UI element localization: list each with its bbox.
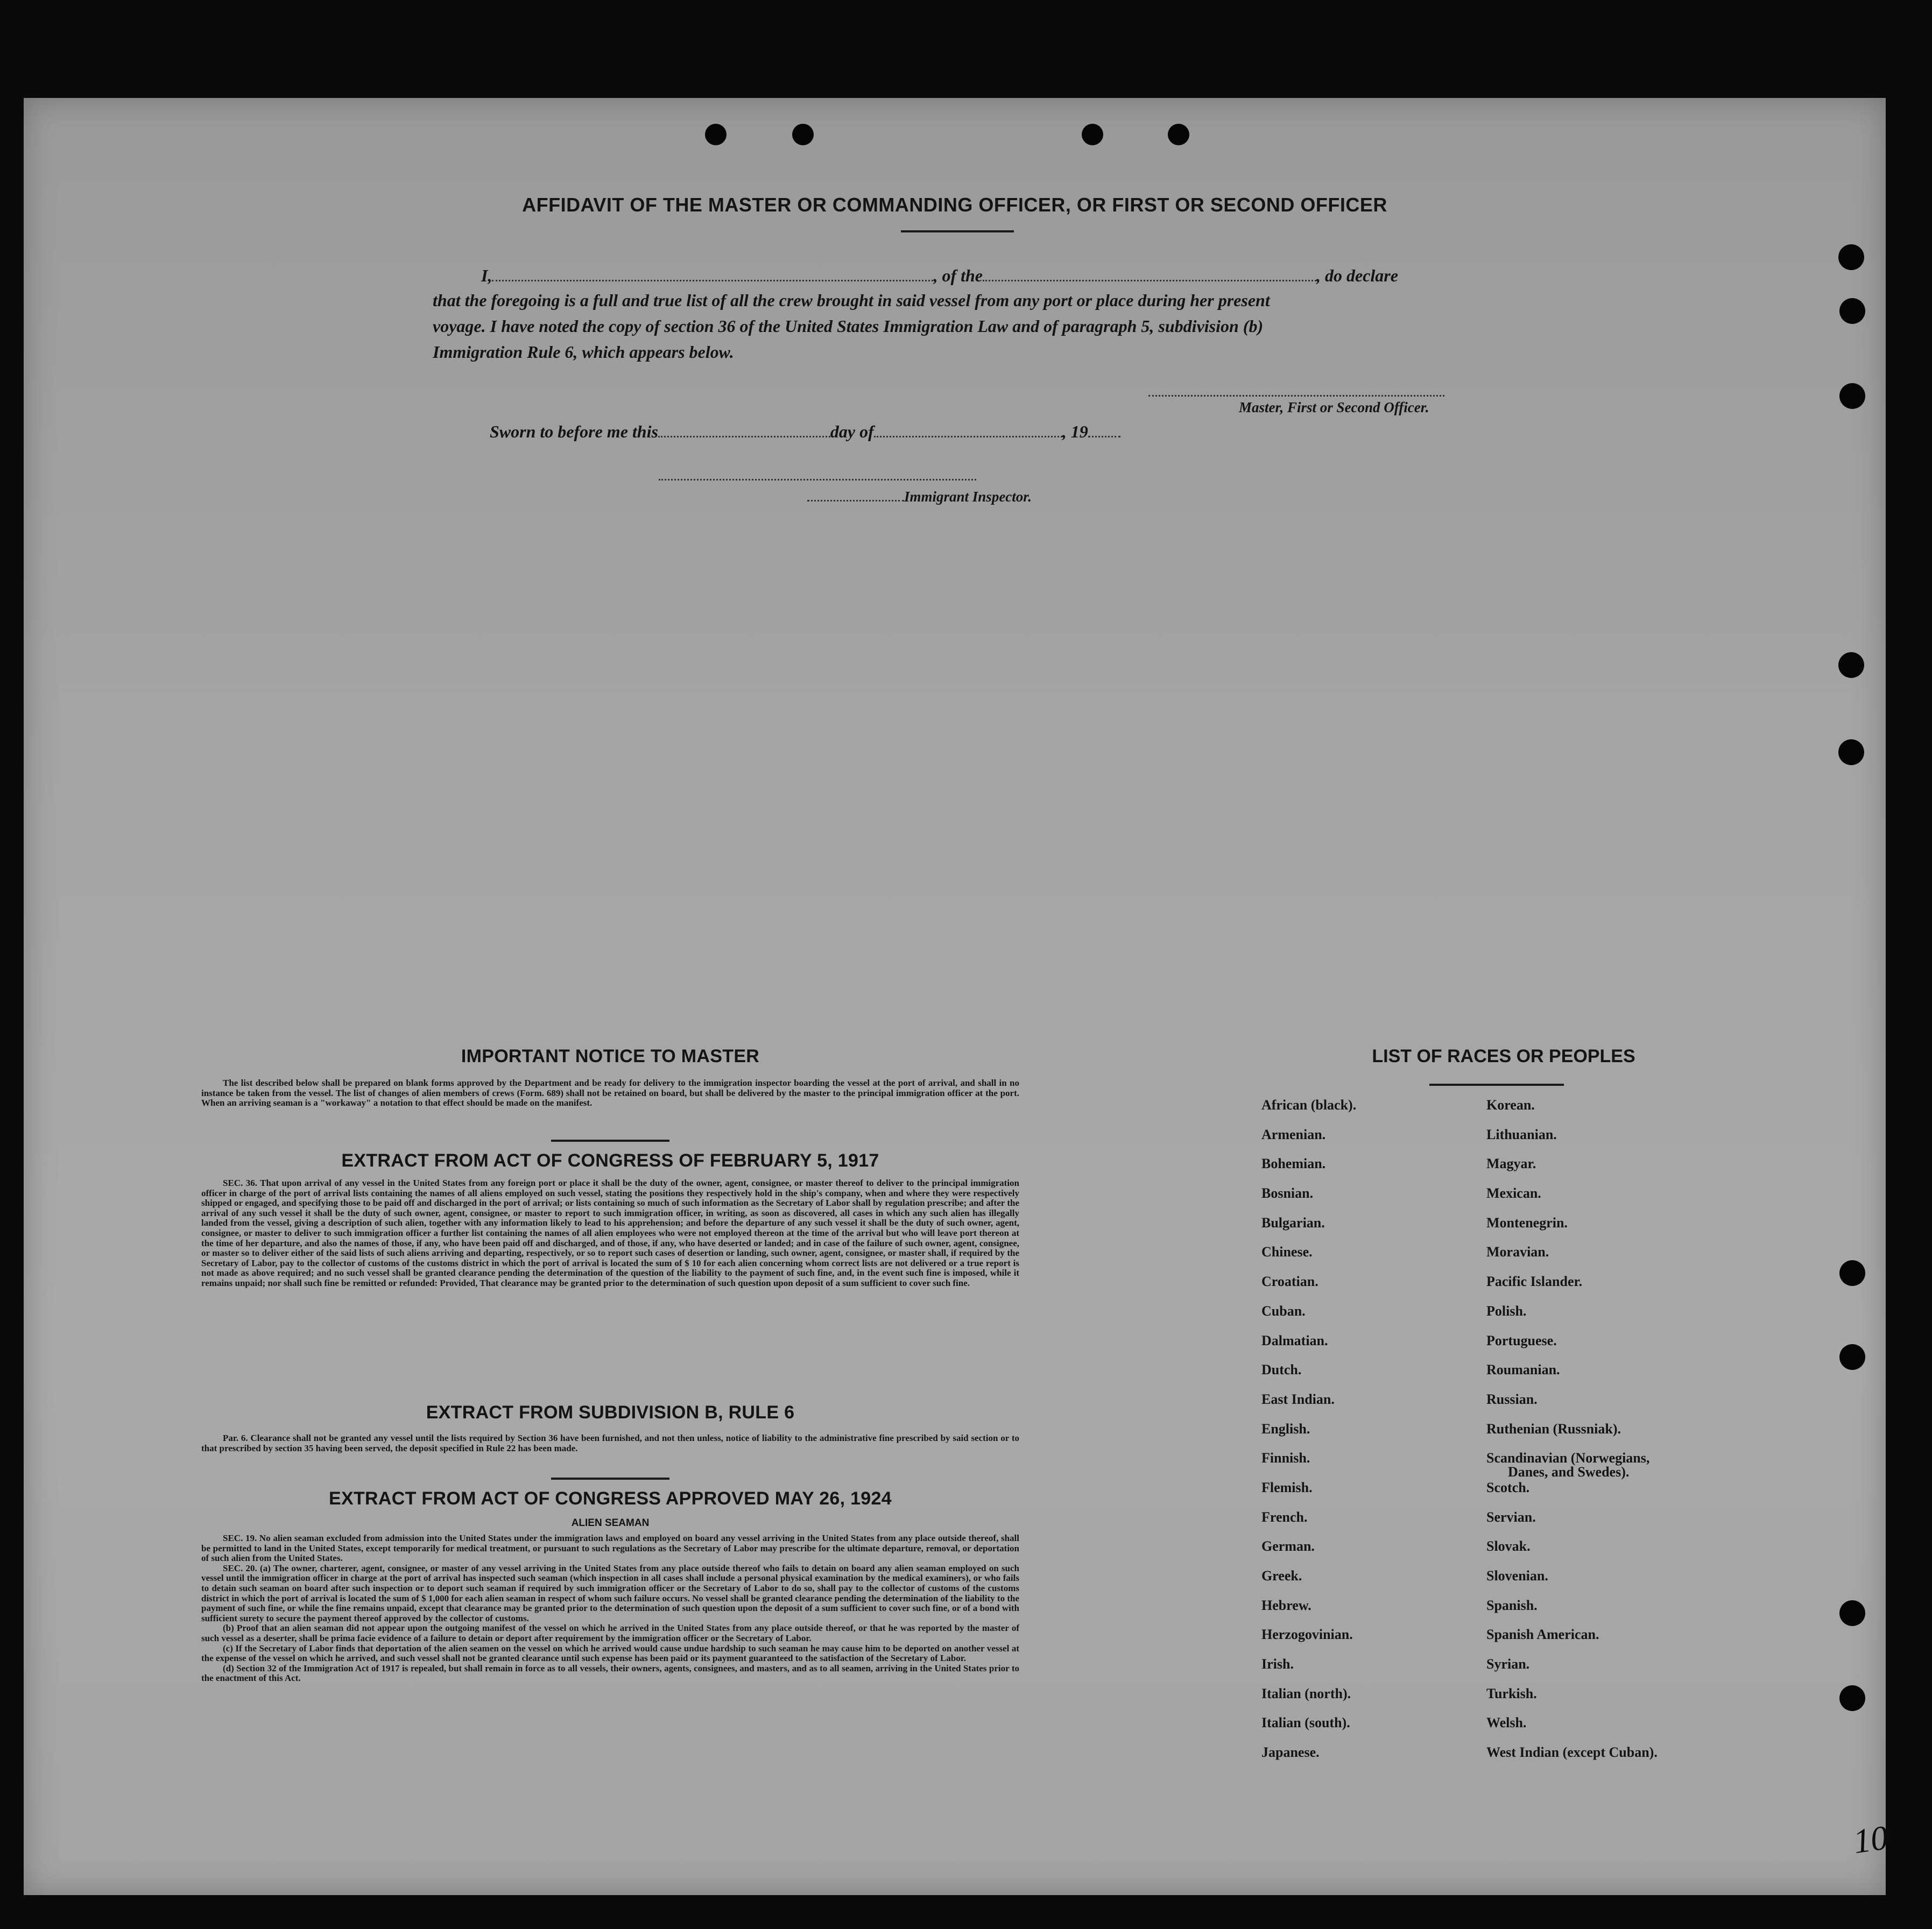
sworn-month-field[interactable] (874, 422, 1062, 437)
race-item: German. (1261, 1538, 1315, 1554)
extract-1924-subtitle: ALIEN SEAMAN (571, 1517, 650, 1529)
vessel-name-field[interactable] (983, 266, 1316, 281)
inspector-signature-field[interactable] (659, 465, 976, 481)
sec-20d: (d) Section 32 of the Immigration Act of 1917 is repealed, but shall remain in force as to all vessels, their owners, agents, consignees, and masters, and as to all seamen, arriving in the United States prior to the enactment of this Act. (201, 1663, 1019, 1684)
race-item: Hebrew. (1261, 1597, 1311, 1613)
punch-hole (705, 124, 727, 145)
punch-hole (1168, 124, 1189, 145)
race-item: Danes, and Swedes). (1508, 1464, 1630, 1480)
inspector-line (807, 489, 1032, 505)
race-item: Dalmatian. (1261, 1332, 1328, 1348)
race-item: Japanese. (1261, 1744, 1320, 1761)
affidavit-declaration-line (433, 266, 1509, 286)
race-item: Italian (south). (1261, 1715, 1350, 1731)
race-item: Ruthenian (Russniak). (1486, 1421, 1621, 1437)
race-item: Korean. (1486, 1097, 1535, 1113)
races-right-column (1486, 1098, 1658, 1775)
race-item: Cuban. (1261, 1303, 1306, 1319)
race-item: West Indian (except Cuban). (1486, 1744, 1658, 1761)
race-item: English. (1261, 1421, 1310, 1437)
punch-hole (1082, 124, 1103, 145)
declarant-name-field[interactable] (492, 266, 933, 281)
race-item: Russian. (1486, 1391, 1538, 1407)
race-item: East Indian. (1261, 1391, 1335, 1407)
sec-20c: (c) If the Secretary of Labor finds that deportation of the alien seamen on the vessel on which he arrived would cause undue hardship to such seaman he may cause him to be deported on another vessel at the expense of the vessel on which he arrived, and such vessel shall not be granted clearance until such expense has been paid or its payment guaranteed to the satisfaction of the Secretary of Labor. (201, 1643, 1019, 1664)
sworn-year-field[interactable] (1088, 422, 1120, 437)
extract-1924-title: EXTRACT FROM ACT OF CONGRESS APPROVED MAY 26, 1924 (329, 1488, 892, 1509)
race-item: Spanish. (1486, 1597, 1538, 1613)
race-item: Magyar. (1486, 1156, 1536, 1172)
vessel-prefix: , of the (933, 266, 983, 285)
race-item: Flemish. (1261, 1479, 1313, 1495)
sworn-prefix: Sworn to before me this (490, 422, 658, 441)
affidavit-line-4: Immigration Rule 6, which appears below. (433, 342, 734, 362)
affidavit-line-3: voyage. I have noted the copy of section 36 of the United States Immigration Law and of paragraph 5, subdivision (b) (433, 316, 1264, 336)
extract-1917-title: EXTRACT FROM ACT OF CONGRESS OF FEBRUARY 5, 1917 (341, 1150, 879, 1171)
punch-hole (1838, 652, 1864, 678)
race-item: Finnish. (1261, 1450, 1310, 1466)
race-item: Greek. (1261, 1568, 1302, 1584)
punch-hole (1839, 298, 1865, 324)
race-item: Herzogovinian. (1261, 1627, 1353, 1643)
title-divider (1429, 1084, 1564, 1086)
sworn-month-prefix: day of (830, 422, 874, 441)
race-item: Slovak. (1486, 1538, 1531, 1554)
master-signature-field[interactable] (1148, 381, 1444, 397)
affidavit-line-2: that the foregoing is a full and true list of all the crew brought in said vessel from any port or place during her present (433, 291, 1270, 310)
punch-hole (1838, 244, 1864, 270)
race-item: Montenegrin. (1486, 1214, 1568, 1231)
declarant-prefix: I, (481, 266, 492, 285)
race-item: African (black). (1261, 1097, 1357, 1113)
races-left-column (1261, 1098, 1356, 1775)
race-item: Scotch. (1486, 1479, 1530, 1495)
sec-19: SEC. 19. No alien seaman excluded from admission into the United States under the immigration laws and employed on board any vessel arriving in the United States from any place outside thereof, shall be permitted to land in the United States, except temporarily for medical treatment, or pursuant to such regulations as the Secretary of Labor may prescribe for the ultimate departure, removal, or deportation of such alien from the United States. (201, 1533, 1019, 1564)
punch-hole (1839, 383, 1865, 409)
affidavit-title: AFFIDAVIT OF THE MASTER OR COMMANDING OFFICER, OR FIRST OR SECOND OFFICER (522, 194, 1387, 216)
handwritten-page-number: 10 (1851, 1818, 1891, 1861)
notice-title: IMPORTANT NOTICE TO MASTER (461, 1046, 760, 1066)
race-item: Chinese. (1261, 1244, 1313, 1260)
extract-1924-body (201, 1534, 1019, 1684)
races-title: LIST OF RACES OR PEOPLES (1372, 1046, 1635, 1066)
inspector-label: Immigrant Inspector. (904, 489, 1032, 505)
punch-hole (1839, 1685, 1865, 1711)
race-item: Roumanian. (1486, 1362, 1560, 1378)
race-item: Servian. (1486, 1509, 1536, 1525)
extract-rule6-title: EXTRACT FROM SUBDIVISION B, RULE 6 (426, 1402, 795, 1423)
race-item: Bohemian. (1261, 1156, 1326, 1172)
race-item: French. (1261, 1509, 1308, 1525)
sworn-day-field[interactable] (658, 422, 830, 437)
sworn-year-prefix: , 19 (1062, 422, 1088, 441)
race-item: Dutch. (1261, 1362, 1302, 1378)
sec-20a: SEC. 20. (a) The owner, charterer, agent, consignee, or master of any vessel arriving in the United States from any place outside thereof who fails to detain on board any alien seaman employed on such vessel until the immigration officer in charge at the port of arrival has inspected such seaman (which inspection in all cases shall include a personal physical examination by the medical examiners), or who fails to detain such seaman on board after such inspection or to deport such seaman if required by such immigration officer or the Secretary of Labor to do so, shall pay to the collector of customs of the customs district in which the port of arrival is located the sum of $ 1,000 for each alien seaman in respect of whom such failure occurs. No vessel shall be granted clearance pending the determination of the liability to the payment of such fine, or while the fine remains unpaid, except that clearance may be granted prior to the determination of such question upon the deposit of a sum sufficient to cover such fine, or of a bond with sufficient surety to secure the payment thereof approved by the collector of customs. (201, 1563, 1019, 1623)
race-item: Portuguese. (1486, 1332, 1557, 1348)
race-item: Lithuanian. (1486, 1126, 1557, 1142)
race-item: Bulgarian. (1261, 1214, 1325, 1231)
declare-suffix: , do declare (1316, 266, 1398, 285)
race-item: Welsh. (1486, 1715, 1527, 1731)
notice-body: The list described below shall be prepared on blank forms approved by the Department and be ready for delivery to the immigration inspector boarding the vessel at the port of arrival, and shall in no instance be taken from the vessel. The list of changes of alien members of crews (Form. 689) shall not be retained on board, but shall be delivered by the master to the principal immigration officer at the port. When an arriving seaman is a "workaway" a notation to that effect should be made on the manifest. (201, 1078, 1019, 1108)
race-item: Irish. (1261, 1656, 1294, 1672)
extract-1917-body: SEC. 36. That upon arrival of any vessel in the United States from any foreign port or place it shall be the duty of the owner, agent, consignee, or master thereof to deliver to the principal immigration officer in charge of the port of arrival lists containing the names of all aliens employed on such vessel, stating the positions they respectively hold in the ship's company, when and where they were respectively shipped or engaged, and specifying those to be paid off and discharged in the port of arrival; or lists containing so much of such information as the Secretary of Labor shall by regulation prescribe; and after the arrival of any such vessel it shall be the duty of such owner, agent, consignee, or master to report to such immigration officer, in writing, as soon as discovered, all cases in which any such alien has illegally landed from the vessel, giving a description of such alien, together with any information likely to lead to his apprehension; and before the departure of any such vessel it shall be the duty of such owner, agent, consignee, or master to deliver to such immigration officer a further list containing the names of all alien employees who were not employed thereon at the time of the arrival but who will leave port thereon at the time of her departure, and also the names of those, if any, who have been paid off and discharged, and of those, if any, who have deserted or landed; and in case of the failure of such owner, agent, consignee, or master so to deliver either of the said lists of such aliens arriving and departing, respectively, or so to report such cases of desertion or landing, such owner, agent, consignee, or master shall, if required by the Secretary of Labor, pay to the collector of customs of the customs district in which the port of arrival is located the sum of $ 10 for each alien concerning whom correct lists are not delivered or a true report is not made as above required; and no such vessel shall be granted clearance pending the determination of the question of the liability to the payment of such fine, and, in the event such fine is imposed, while it remains unpaid; nor shall such fine be remitted or refunded: Provided, That clearance may be granted prior to the determination of such question upon deposit of a sum sufficient to cover such fine. (201, 1178, 1019, 1288)
punch-hole (1839, 1600, 1865, 1626)
race-item: Moravian. (1486, 1244, 1549, 1260)
race-item: Bosnian. (1261, 1185, 1314, 1202)
sec-20b: (b) Proof that an alien seaman did not appear upon the outgoing manifest of the vessel on which he arrived in the United States from any place outside thereof, or that he was reported by the master of such vessel as a deserter, shall be prima facie evidence of a failure to detain or deport after requirement by the immigration officer or the Secretary of Labor. (201, 1623, 1019, 1643)
section-divider (551, 1478, 669, 1480)
punch-hole (1839, 1344, 1865, 1370)
race-item: Syrian. (1486, 1656, 1530, 1672)
race-item: Croatian. (1261, 1274, 1318, 1290)
race-item: Armenian. (1261, 1126, 1326, 1142)
master-signature-label: Master, First or Second Officer. (1239, 399, 1429, 415)
race-item: Turkish. (1486, 1685, 1537, 1701)
extract-rule6-body: Par. 6. Clearance shall not be granted any vessel until the lists required by Section 36 have been furnished, and not then unless, notice of liability to the administrative fine prescribed by said section or to that prescribed by section 35 having been served, the deposit specified in Rule 22 has been made. (201, 1433, 1019, 1453)
race-item: Polish. (1486, 1303, 1527, 1319)
race-item: Slovenian. (1486, 1568, 1548, 1584)
punch-hole (1839, 1260, 1865, 1286)
race-item: Italian (north). (1261, 1685, 1351, 1701)
race-item: Mexican. (1486, 1185, 1541, 1202)
race-item: Spanish American. (1486, 1627, 1599, 1643)
punch-hole (792, 124, 814, 145)
document-sheet (24, 98, 1891, 1895)
race-item: Pacific Islander. (1486, 1274, 1583, 1290)
section-divider (551, 1140, 669, 1142)
sworn-line (490, 422, 1566, 442)
title-divider (901, 230, 1014, 232)
punch-hole (1838, 739, 1864, 765)
race-item: Scandinavian (Norwegians, (1486, 1450, 1650, 1466)
